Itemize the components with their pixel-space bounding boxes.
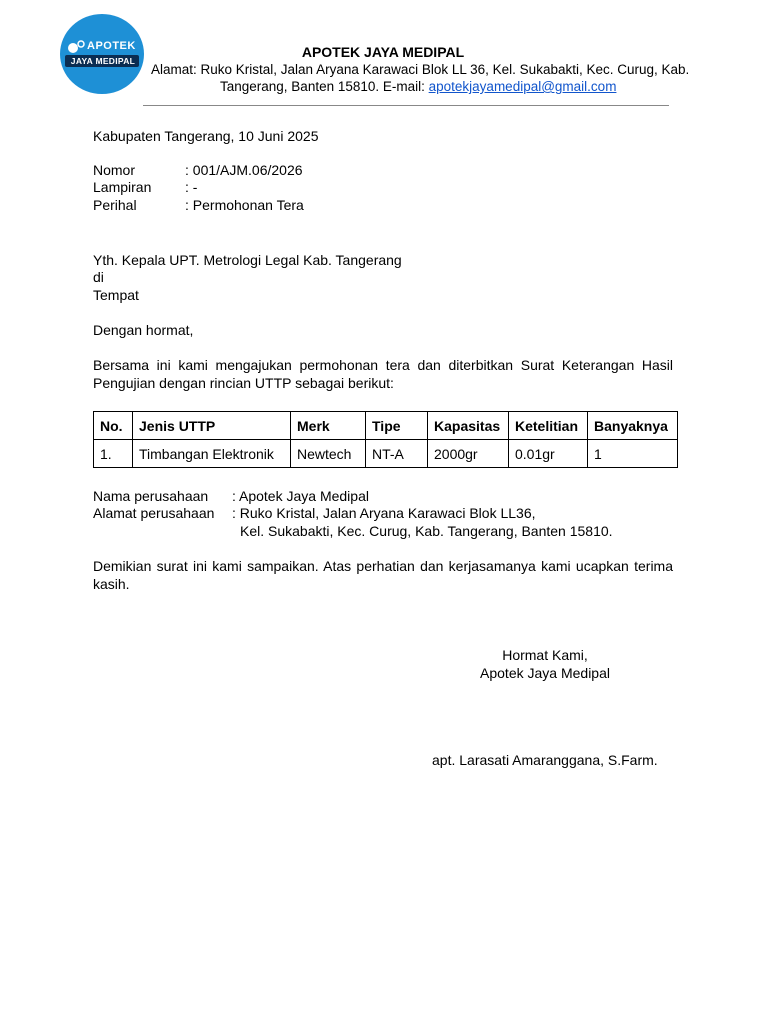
company-name-value: : Apotek Jaya Medipal (232, 488, 369, 504)
table-cell: NT-A (366, 440, 428, 468)
table-cell: 0.01gr (509, 440, 588, 468)
signatory-name: apt. Larasati Amaranggana, S.Farm. (432, 752, 658, 768)
table-header-cell: Kapasitas (428, 412, 509, 440)
uttp-table (93, 411, 678, 468)
email-link[interactable]: apotekjayamedipal@gmail.com (428, 79, 617, 94)
logo-graphic (60, 14, 144, 94)
nomor-label: Nomor (93, 162, 136, 178)
letterhead-address-line2 (140, 78, 766, 96)
logo-text-bottom: JAYA MEDIPAL (70, 56, 136, 66)
letterhead-address-prefix: Tangerang, Banten 15810. E-mail: (220, 79, 429, 94)
signature-company: Apotek Jaya Medipal (480, 665, 610, 681)
company-address-label: Alamat perusahaan (93, 505, 215, 521)
recipient-line2: di (93, 269, 104, 285)
intro-paragraph: Bersama ini kami mengajukan permohonan tera dan diterbitkan Surat Keterangan Hasil Pengujian dengan rincian UTTP sebagai berikut: (93, 357, 673, 391)
table-cell: Newtech (291, 440, 366, 468)
table-header-cell: Banyaknya (588, 412, 678, 440)
lampiran-value: : - (185, 179, 198, 195)
table-header-cell: Merk (291, 412, 366, 440)
nomor-value: : 001/AJM.06/2026 (185, 162, 303, 178)
table-cell: 1. (94, 440, 133, 468)
salutation: Dengan hormat, (93, 322, 194, 338)
table-header-row (94, 412, 678, 440)
company-name-label: Nama perusahaan (93, 488, 209, 504)
table-cell: 1 (588, 440, 678, 468)
table-header-cell: No. (94, 412, 133, 440)
table-header-cell: Jenis UTTP (133, 412, 291, 440)
logo-text-top: APOTEK (87, 40, 136, 52)
perihal-value: : Permohonan Tera (185, 197, 304, 213)
company-address-value-line1: : Ruko Kristal, Jalan Aryana Karawaci Blok LL36, (232, 505, 536, 521)
table-cell: Timbangan Elektronik (133, 440, 291, 468)
letterhead-divider (143, 105, 669, 106)
letterhead-title: APOTEK JAYA MEDIPAL (301, 44, 465, 60)
date-line: Kabupaten Tangerang, 10 Juni 2025 (93, 128, 319, 144)
apotek-logo (60, 14, 144, 94)
table-header-cell: Tipe (366, 412, 428, 440)
signature-greeting: Hormat Kami, (502, 647, 588, 663)
perihal-label: Perihal (93, 197, 137, 213)
table-header-cell: Ketelitian (509, 412, 588, 440)
company-address-value-line2: Kel. Sukabakti, Kec. Curug, Kab. Tangerang, Banten 15810. (240, 523, 613, 539)
letterhead-address-line1: Alamat: Ruko Kristal, Jalan Aryana Karawaci Blok LL 36, Kel. Sukabakti, Kec. Curug, Kab. (151, 62, 690, 77)
table-cell: 2000gr (428, 440, 509, 468)
closing-paragraph: Demikian surat ini kami sampaikan. Atas perhatian dan kerjasamanya kami ucapkan terima kasih. (93, 558, 673, 592)
table-row (94, 440, 678, 468)
recipient-line1: Yth. Kepala UPT. Metrologi Legal Kab. Tangerang (93, 252, 402, 268)
recipient-line3: Tempat (93, 287, 139, 303)
lampiran-label: Lampiran (93, 179, 152, 195)
